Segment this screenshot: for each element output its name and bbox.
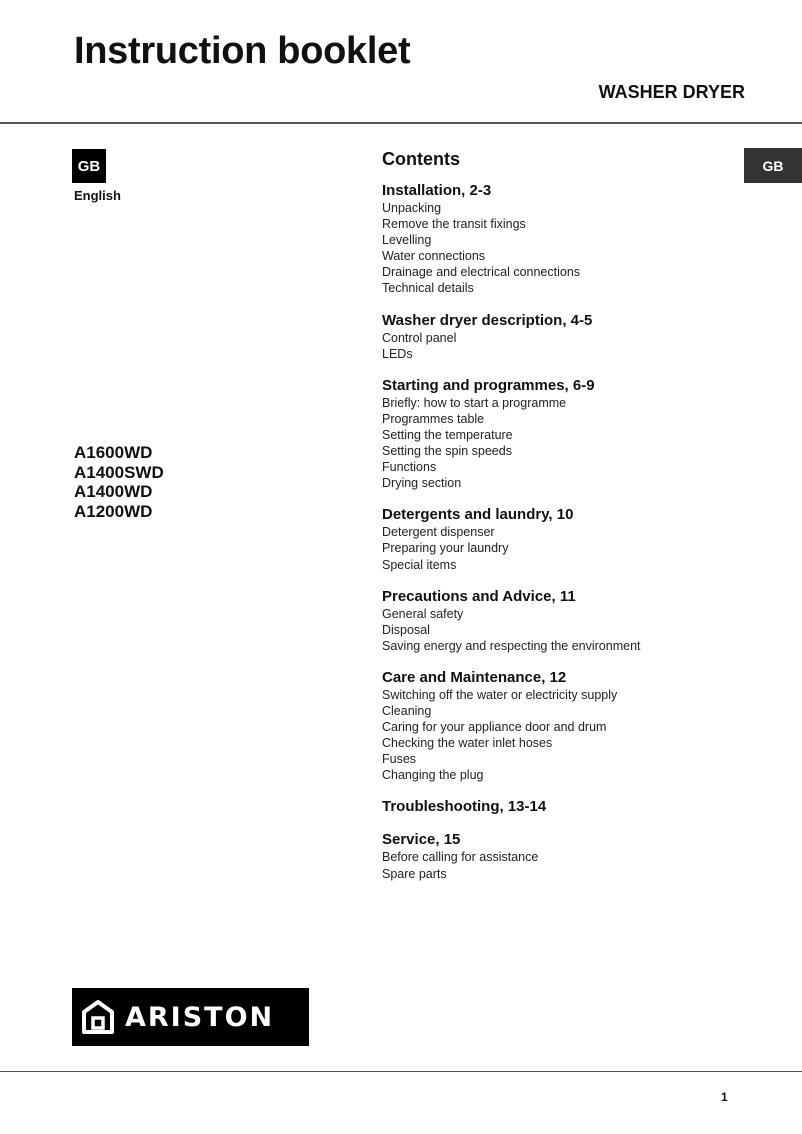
bottom-divider [0,1071,802,1072]
toc-section-troubleshooting [382,798,782,816]
toc-item: Disposal [382,622,430,637]
model-name: A1400WD [74,482,153,501]
table-of-contents [382,148,782,897]
page-number: 1 [721,1090,728,1104]
toc-item: Functions [382,460,437,475]
toc-item: Cleaning [382,703,432,718]
model-list [74,443,164,521]
logo-text: ARISTON [125,1001,275,1033]
toc-item: Before calling for assistance [382,850,539,865]
toc-section-title: Care and Maintenance, 12 [382,668,567,686]
toc-section-title: Detergents and laundry, 10 [382,506,574,524]
toc-section-service [382,831,782,881]
language-side-tab: GB [744,148,802,183]
toc-item: Remove the transit fixings [382,217,526,232]
language-badge: GB [72,149,106,183]
toc-section-title: Troubleshooting, 13-14 [382,798,547,816]
toc-section-title: Service, 15 [382,831,461,849]
toc-section-title: Precautions and Advice, 11 [382,587,576,605]
toc-section-title: Starting and programmes, 6-9 [382,376,595,394]
model-name: A1600WD [74,443,153,462]
contents-title: Contents [382,149,460,169]
toc-section-installation [382,182,782,297]
toc-item: Special items [382,557,457,572]
toc-item: LEDs [382,346,413,361]
toc-item: Preparing your laundry [382,541,509,556]
toc-section-title: Washer dryer description, 4-5 [382,311,593,329]
toc-item: General safety [382,606,464,621]
toc-section-description [382,312,782,362]
toc-item: Spare parts [382,866,447,881]
language-name: English [74,188,121,203]
toc-section-title: Installation, 2-3 [382,182,492,199]
toc-item: Changing the plug [382,768,484,783]
toc-item: Checking the water inlet hoses [382,736,553,751]
toc-item: Briefly: how to start a programme [382,395,567,410]
toc-item: Caring for your appliance door and drum [382,720,607,735]
toc-item: Programmes table [382,411,485,426]
house-icon [81,999,115,1035]
toc-item: Switching off the water or electricity supply [382,687,618,702]
toc-item: Unpacking [382,201,442,215]
top-divider [0,122,802,124]
toc-item: Water connections [382,249,486,264]
page-title: Instruction booklet [74,30,411,72]
model-name: A1400SWD [74,462,164,482]
toc-item: Drying section [382,476,462,491]
toc-section-detergents [382,506,782,572]
toc-item: Technical details [382,281,474,296]
toc-item: Control panel [382,330,457,345]
toc-item: Setting the spin speeds [382,444,512,459]
toc-item: Levelling [382,233,432,248]
product-type: WASHER DRYER [598,82,745,102]
toc-section-care [382,669,782,784]
model-name: A1200WD [74,501,153,521]
toc-section-programmes [382,377,782,492]
toc-item: Detergent dispenser [382,525,495,540]
toc-item: Saving energy and respecting the environment [382,638,641,653]
toc-item: Setting the temperature [382,427,513,442]
toc-item: Drainage and electrical connections [382,265,581,280]
toc-item: Fuses [382,752,417,767]
toc-section-precautions [382,588,782,654]
ariston-logo [72,988,309,1046]
